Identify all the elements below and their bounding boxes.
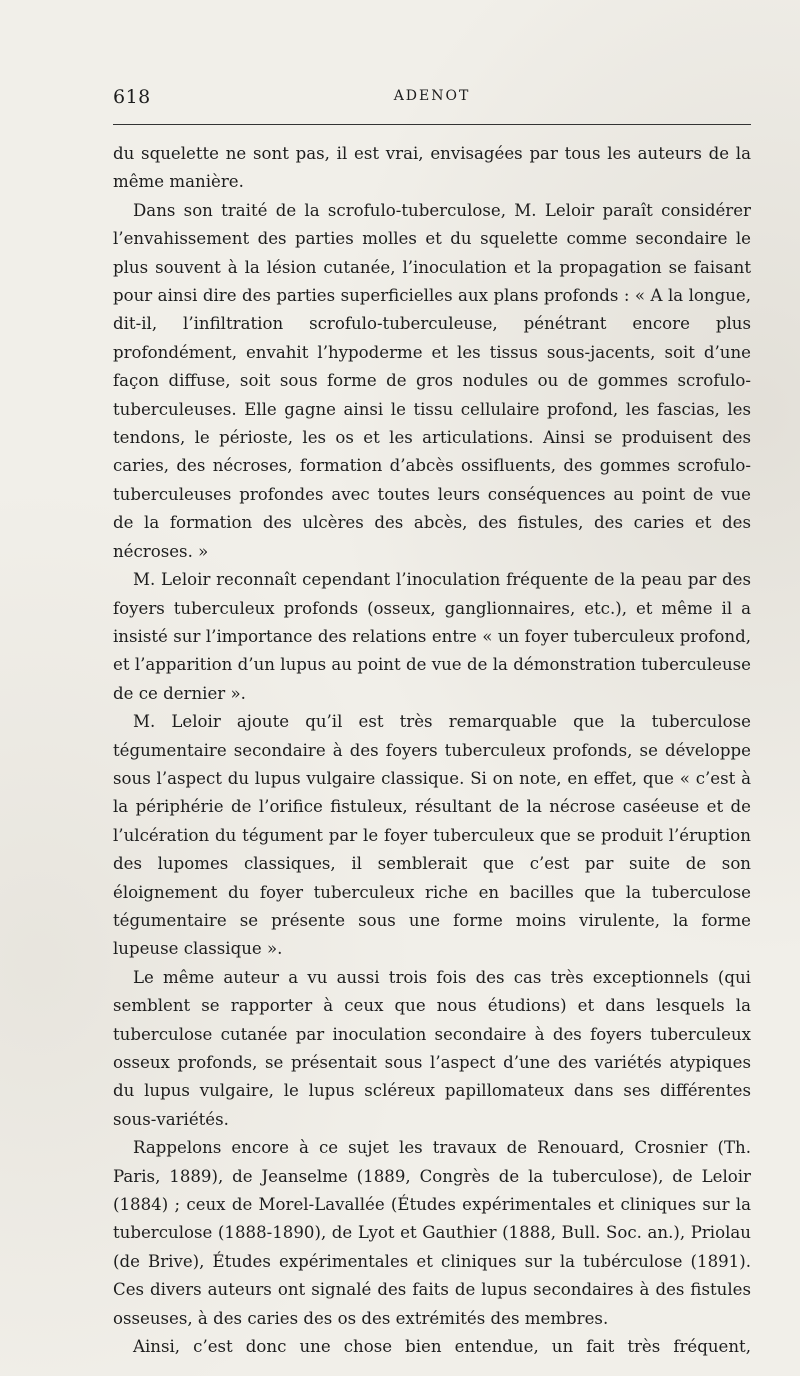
paragraph: Rappelons encore à ce sujet les travaux de Renouard, Crosnier (Th. Paris, 1889), de Jeanselme (1889, Congrès de la tuberculose), de Leloir (1884) ; ceux de Morel-Lavallée (Études expérimentales et cliniques sur la tuberculose (1888-1890), de Lyot et Gauthier (1888, Bull. Soc. an.), Priolau (de Brive), Études expérimentales et cliniques sur la tubérculose (1891). Ces divers auteurs ont signalé des faits de lupus secondaires à des fistules osseuses, à des caries des os des extrémités des membres. bbox=[113, 1138, 751, 1328]
page-header bbox=[113, 86, 751, 112]
paragraph: Ainsi, c’est donc une chose bien entendue, un fait très fréquent, bbox=[133, 1337, 751, 1357]
page-number: 618 bbox=[113, 86, 151, 108]
paragraph: M. Leloir ajoute qu’il est très remarquable que la tuberculose tégumentaire secondaire à des foyers tuberculeux profonds, se développe sous l’aspect du lupus vulgaire classique. Si on note, en effet, que « c’est à la périphérie de l’orifice fistuleux, résultant de la nécrose caséeuse et de l’ulcération du tégument par le foyer tuberculeux que se produit l’éruption des lupomes classiques, il semblerait que c’est par suite de son éloignement du foyer tuberculeux riche en bacilles que la tuberculose tégumentaire se présente sous une forme moins virulente, la forme lupeuse classique ». bbox=[113, 712, 751, 959]
running-title: ADENOT bbox=[393, 88, 471, 104]
paragraph: Dans son traité de la scrofulo-tuberculose, M. Leloir paraît considérer l’envahissement des parties molles et du squelette comme secondaire le plus souvent à la lésion cutanée, l’inoculation et la propagation se faisant pour ainsi dire des parties superficielles aux plans profonds : « A la longue, dit-il, l’infiltration scrofulo-tuberculeuse, pénétrant encore plus profondément, envahit l’hypoderme et les tissus sous-jacents, soit d’une façon diffuse, soit sous forme de gros nodules ou de gommes scrofulo-tuberculeuses. Elle gagne ainsi le tissu cellulaire profond, les fascias, les tendons, le périoste, les os et les articulations. Ainsi se produisent des caries, des nécroses, formation d’abcès ossifluents, des gommes scrofulo-tuberculeuses profondes avec toutes leurs conséquences au point de vue de la formation des ulcères des abcès, des fistules, des caries et des nécroses. » bbox=[113, 200, 751, 561]
paragraph: du squelette ne sont pas, il est vrai, envisagées par tous les auteurs de la même manière. bbox=[113, 144, 751, 192]
paragraph: M. Leloir reconnaît cependant l’inoculation fréquente de la peau par des foyers tuberculeux profonds (osseux, ganglionnaires, etc.), et même il a insisté sur l’importance des relations entre « un foyer tuberculeux profond, et l’apparition d’un lupus au point de vue de la démonstration tuberculeuse de ce dernier ». bbox=[113, 570, 751, 703]
paragraph: Le même auteur a vu aussi trois fois des cas très exceptionnels (qui semblent se rapporter à ceux que nous étudions) et dans lesquels la tuberculose cutanée par inoculation secondaire à des foyers tuberculeux osseux profonds, se présentait sous l’aspect d’une des variétés atypiques du lupus vulgaire, le lupus scléreux papillomateux dans ses différentes sous-variétés. bbox=[113, 967, 751, 1129]
body-text bbox=[113, 140, 751, 1361]
header-rule bbox=[113, 124, 751, 125]
